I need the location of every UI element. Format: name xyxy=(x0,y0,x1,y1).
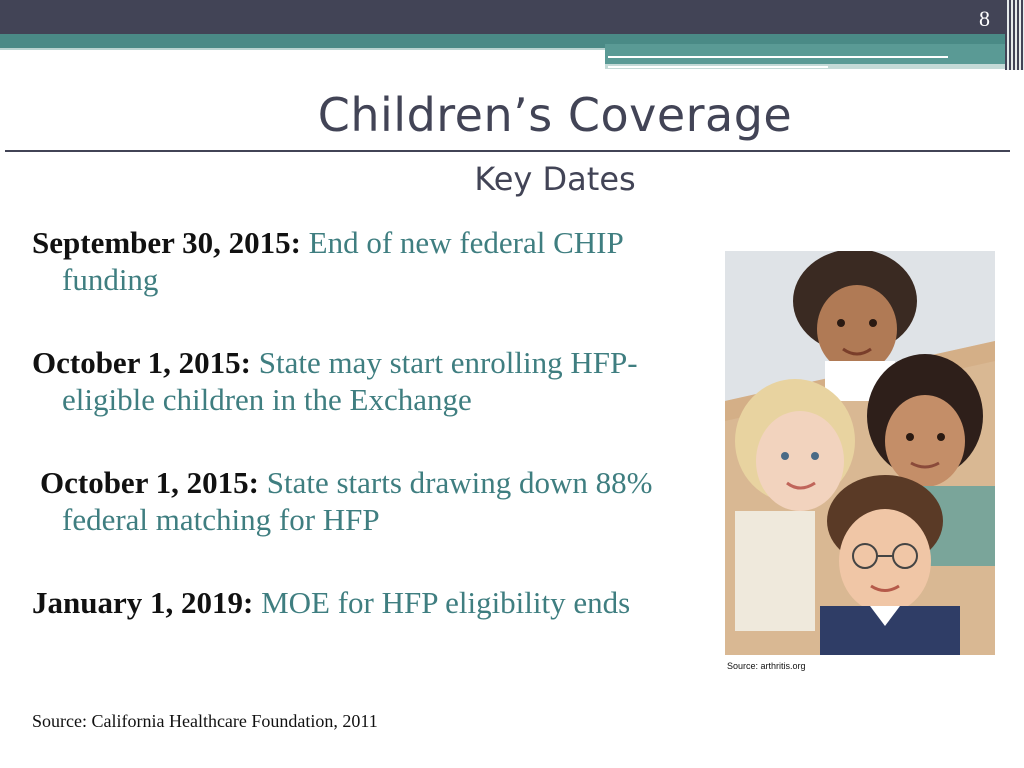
date-description: MOE for HFP eligibility ends xyxy=(261,585,631,620)
header-accent-block xyxy=(605,44,1024,64)
children-photo xyxy=(725,251,995,655)
source-citation: Source: California Healthcare Foundation, 2011 xyxy=(32,711,378,731)
header-bar xyxy=(0,0,1024,34)
date-item xyxy=(32,464,712,538)
header-accent-strip xyxy=(0,48,605,50)
header-accent-line xyxy=(608,56,948,58)
date-description: State may start enrolling HFP-eligible children in the Exchange xyxy=(62,345,638,417)
date-description: End of new federal CHIP funding xyxy=(62,225,623,297)
date-label: October 1, 2015: xyxy=(40,465,259,500)
slide-subtitle: Key Dates xyxy=(474,160,636,198)
header-stripe-decoration xyxy=(1005,0,1024,70)
date-item xyxy=(32,584,712,621)
page-number: 8 xyxy=(979,6,990,31)
date-label: October 1, 2015: xyxy=(32,345,251,380)
title-divider xyxy=(5,150,1010,152)
date-label: September 30, 2015: xyxy=(32,225,301,260)
photo-caption: Source: arthritis.org xyxy=(727,661,806,671)
date-item xyxy=(32,224,712,298)
key-dates-list xyxy=(32,224,712,667)
date-label: January 1, 2019: xyxy=(32,585,254,620)
date-description: State starts drawing down 88% federal matching for HFP xyxy=(62,465,653,537)
slide-title: Children’s Coverage xyxy=(317,88,793,142)
header-accent-line-2 xyxy=(608,66,828,68)
date-item xyxy=(32,344,712,418)
